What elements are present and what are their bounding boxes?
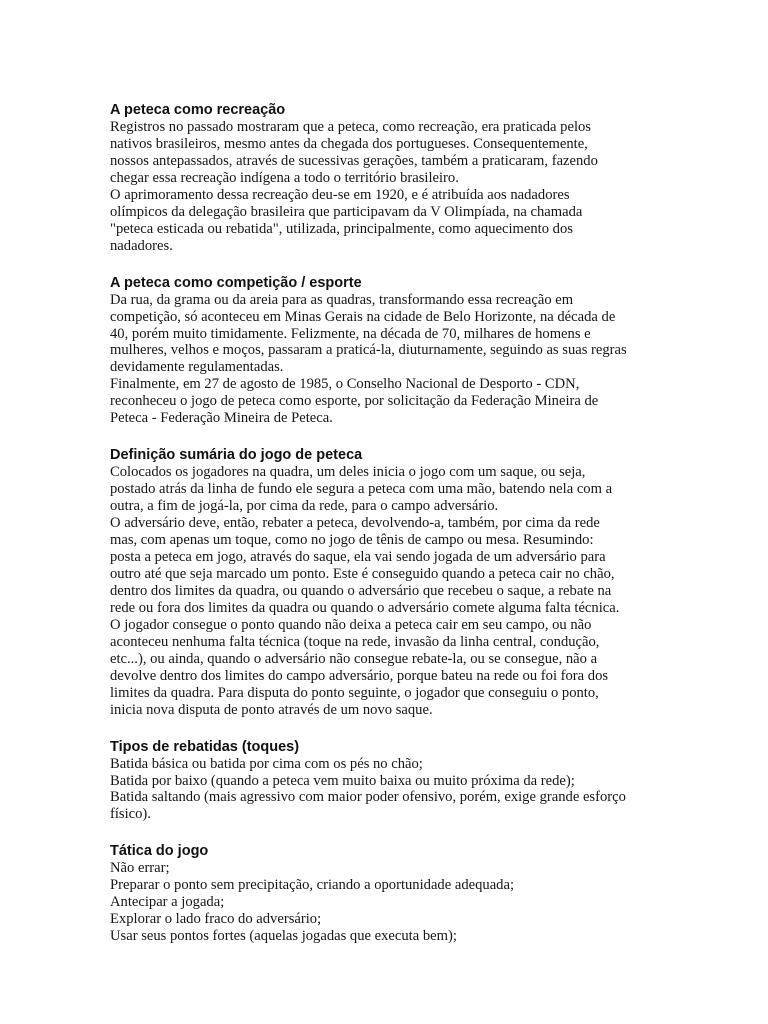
section-heading: Tática do jogo <box>110 843 209 860</box>
paragraph-line: Antecipar a jogada; <box>110 894 225 911</box>
paragraph-line: devidamente regulamentadas. <box>110 359 284 376</box>
paragraph-line: competição, só aconteceu em Minas Gerais na cidade de Belo Horizonte, na década de <box>110 308 616 325</box>
paragraph-line: mas, com apenas um toque, como no jogo de tênis de campo ou mesa. Resumindo: <box>110 532 594 549</box>
paragraph-line: nadadores. <box>110 237 173 254</box>
paragraph-line: outra, a fim de jogá-la, por cima da rede, para o campo adversário. <box>110 498 499 515</box>
paragraph-line: nossos antepassados, através de sucessivas gerações, também a praticaram, fazendo <box>110 152 598 169</box>
paragraph-line: físico). <box>110 806 151 823</box>
paragraph-line: O aprimoramento dessa recreação deu-se em 1920, e é atribuída aos nadadores <box>110 186 570 203</box>
paragraph-line: reconheceu o jogo de peteca como esporte, por solicitação da Federação Mineira de <box>110 393 599 410</box>
paragraph-line: Explorar o lado fraco do adversário; <box>110 911 322 928</box>
paragraph-line: Batida básica ou batida por cima com os pés no chão; <box>110 755 423 772</box>
paragraph-line: devolve dentro dos limites do campo adversário, porque bateu na rede ou foi fora dos <box>110 667 609 684</box>
paragraph-line: Batida por baixo (quando a peteca vem muito baixa ou muito próxima da rede); <box>110 772 575 789</box>
document-page <box>110 102 670 965</box>
section-peteca-competicao <box>110 275 670 428</box>
paragraph-line: Finalmente, em 27 de agosto de 1985, o Conselho Nacional de Desporto - CDN, <box>110 376 580 393</box>
section-heading: A peteca como competição / esporte <box>110 274 362 291</box>
section-heading: Definição sumária do jogo de peteca <box>110 447 363 464</box>
paragraph-line: Batida saltando (mais agressivo com maior poder ofensivo, porém, exige grande esforço <box>110 789 626 806</box>
paragraph-line: outro até que seja marcado um ponto. Este é conseguido quando a peteca cair no chão, <box>110 565 615 582</box>
paragraph-line: mulheres, velhos e moços, passaram a praticá-la, diuturnamente, seguindo as suas regras <box>110 342 627 359</box>
paragraph-line: inicia nova disputa de ponto através de um novo saque. <box>110 701 433 718</box>
paragraph-line: limites da quadra. Para disputa do ponto seguinte, o jogador que conseguiu o ponto, <box>110 684 599 701</box>
paragraph-line: Preparar o ponto sem precipitação, criando a oportunidade adequada; <box>110 877 515 894</box>
paragraph-line: Da rua, da grama ou da areia para as quadras, transformando essa recreação em <box>110 291 574 308</box>
paragraph-line: "peteca esticada ou rebatida", utilizada, principalmente, como aquecimento dos <box>110 220 573 237</box>
paragraph-line: 40, porém muito timidamente. Felizmente, na década de 70, milhares de homens e <box>110 325 591 342</box>
paragraph-line: nativos brasileiros, mesmo antes da chegada dos portugueses. Consequentemente, <box>110 135 588 152</box>
section-tatica-jogo <box>110 843 670 945</box>
section-peteca-recreacao <box>110 102 670 255</box>
section-tipos-rebatidas <box>110 739 670 824</box>
paragraph-line: etc...), ou ainda, quando o adversário não consegue rebate-la, ou se consegue, não a <box>110 650 598 667</box>
paragraph-line: dentro dos limites da quadra, ou quando o adversário que recebeu o saque, a rebate na <box>110 582 612 599</box>
paragraph-line: Colocados os jogadores na quadra, um deles inicia o jogo com um saque, ou seja, <box>110 464 586 481</box>
paragraph-line: postado atrás da linha de fundo ele segura a peteca com uma mão, batendo nela com a <box>110 481 613 498</box>
paragraph-line: posta a peteca em jogo, através do saque, ela vai sendo jogada de um adversário para <box>110 549 606 566</box>
paragraph-line: Registros no passado mostraram que a peteca, como recreação, era praticada pelos <box>110 119 591 135</box>
paragraph-line: O jogador consegue o ponto quando não deixa a peteca cair em seu campo, ou não <box>110 616 592 633</box>
paragraph-line: Usar seus pontos fortes (aquelas jogadas que executa bem); <box>110 928 457 945</box>
paragraph-line: Não errar; <box>110 860 170 877</box>
paragraph-line: rede ou fora dos limites da quadra ou quando o adversário comete alguma falta técnica. <box>110 599 620 616</box>
paragraph-line: chegar essa recreação indígena a todo o território brasileiro. <box>110 169 459 186</box>
paragraph-line: O adversário deve, então, rebater a peteca, devolvendo-a, também, por cima da rede <box>110 515 600 532</box>
section-heading: Tipos de rebatidas (toques) <box>110 738 300 755</box>
paragraph-line: aconteceu nenhuma falta técnica (toque na rede, invasão da linha central, condução, <box>110 633 600 650</box>
paragraph-line: olímpicos da delegação brasileira que participavam da V Olimpíada, na chamada <box>110 203 583 220</box>
section-heading: A peteca como recreação <box>110 102 286 118</box>
paragraph-line: Peteca - Federação Mineira de Peteca. <box>110 410 333 427</box>
section-definicao-jogo <box>110 447 670 718</box>
